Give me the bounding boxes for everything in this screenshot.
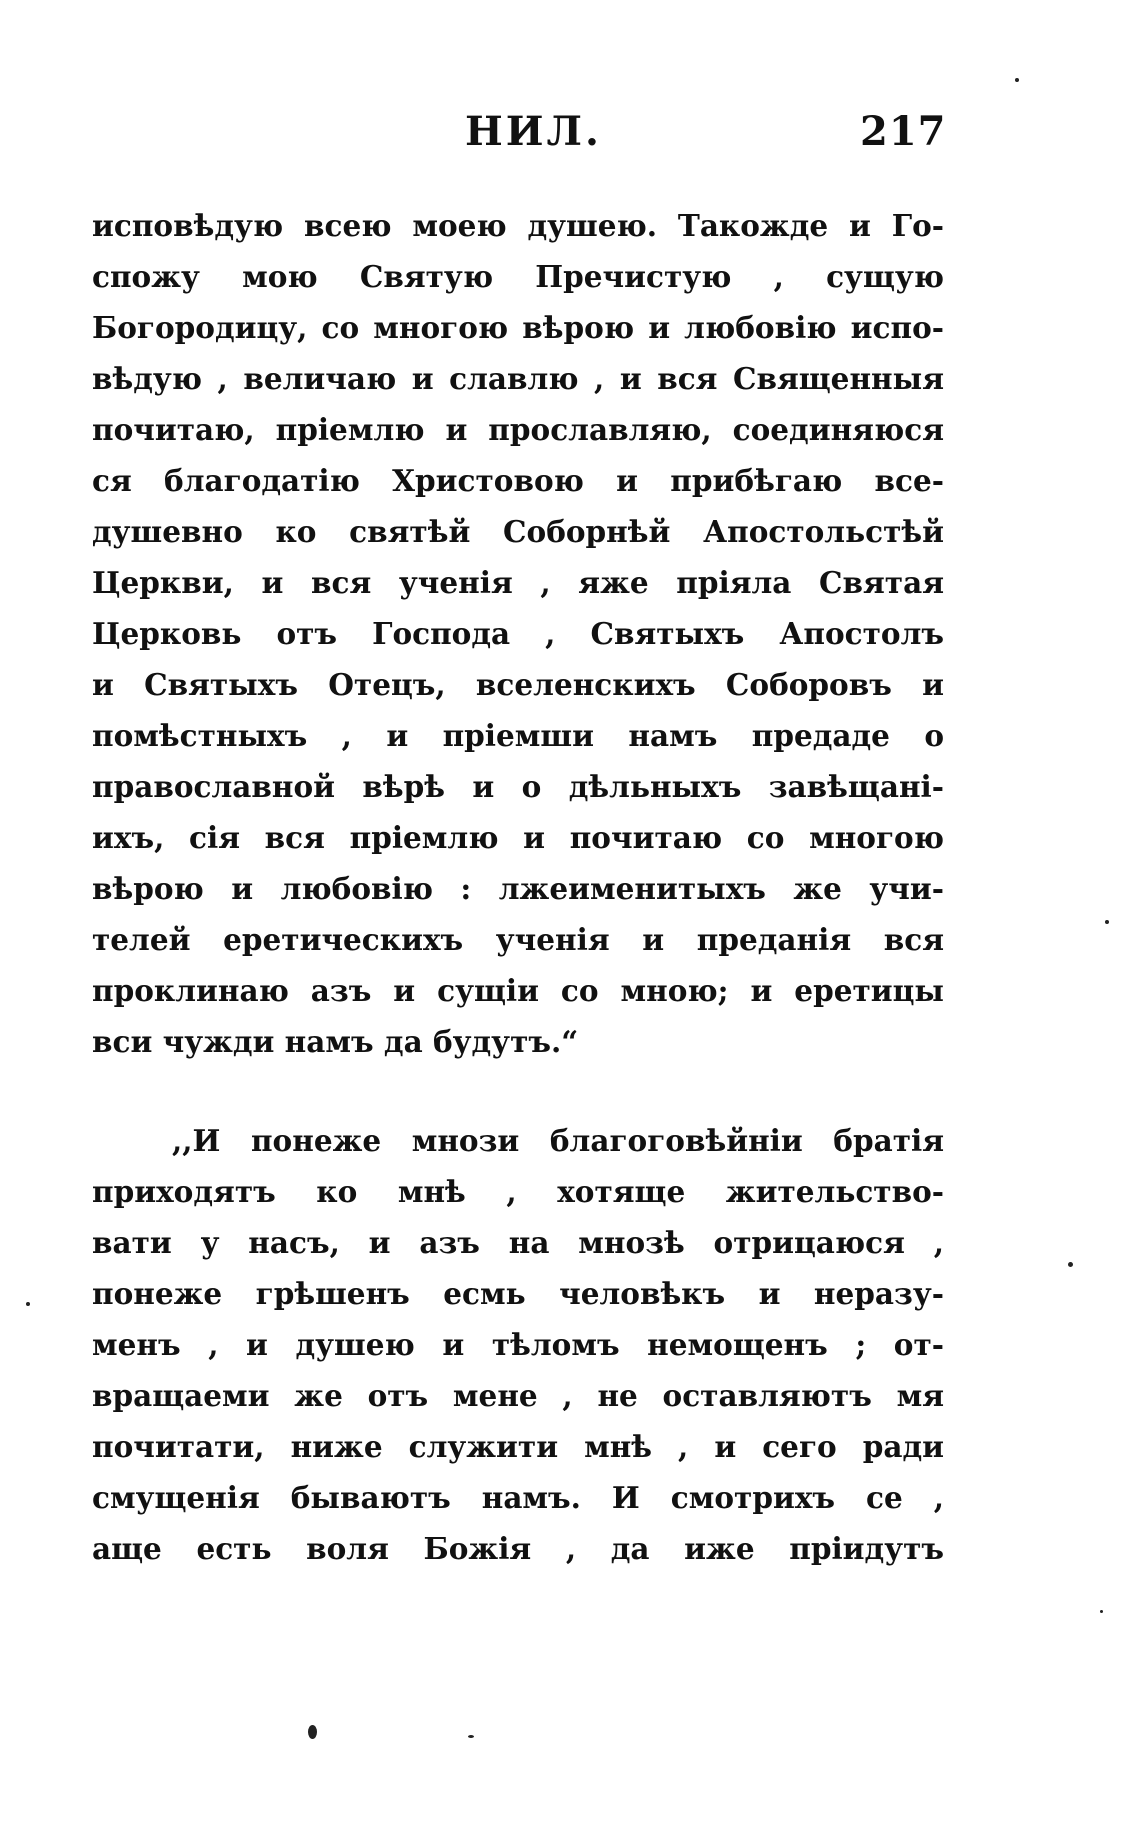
text-line: помѣстныхъ , и прiемши намъ предаде о	[92, 718, 944, 753]
text-line: телей еретическихъ ученiя и преданiя вся	[92, 922, 944, 957]
text-line: вати у насъ, и азъ на мнозѣ отрицаюся ,	[92, 1225, 944, 1260]
text-line: смущенiя бываютъ намъ. И смотрихъ се ,	[92, 1480, 944, 1515]
paragraph-2	[92, 1115, 944, 1574]
running-head-title: НИЛ.	[465, 108, 602, 155]
text-line: Церковь отъ Господа , Святыхъ Апостолъ	[92, 616, 944, 651]
text-line: спожу мою Святую Пречистую , сущую	[92, 259, 944, 294]
text-line: ихъ, сiя вся прiемлю и почитаю со многою	[92, 820, 944, 855]
text-line: Церкви, и вся ученiя , яже прiяла Святая	[92, 565, 944, 600]
text-line: вси чужди намъ да будутъ.“	[92, 1024, 579, 1059]
text-line: ,,И понеже мнози благоговѣйнiи братiя	[172, 1123, 944, 1158]
paragraph-1	[92, 200, 944, 1067]
scan-speck	[26, 1302, 30, 1306]
page-number: 217	[860, 108, 947, 155]
text-line: исповѣдую всею моею душею. Такожде и Го-	[92, 208, 944, 243]
text-line: почитаю, прiемлю и прославляю, соединяюся	[92, 412, 944, 447]
text-line: проклинаю азъ и сущiи со мною; и еретицы	[92, 973, 944, 1008]
text-line: вѣдую , величаю и славлю , и вся Священныя	[92, 361, 944, 396]
scan-speck	[1105, 920, 1109, 924]
text-line: понеже грѣшенъ есмь человѣкъ и неразу-	[92, 1276, 944, 1311]
text-line: ся благодатiю Христовою и прибѣгаю все-	[92, 463, 944, 498]
scan-speck	[308, 1725, 317, 1739]
scan-speck	[1100, 1610, 1103, 1613]
text-line: душевно ко святѣй Соборнѣй Апостольстѣй	[92, 514, 944, 549]
text-line: православной вѣрѣ и о дѣльныхъ завѣщанi-	[92, 769, 944, 804]
scan-speck	[1068, 1262, 1073, 1267]
text-line: и Святыхъ Отецъ, вселенскихъ Соборовъ и	[92, 667, 944, 702]
text-line: почитати, ниже служити мнѣ , и сего ради	[92, 1429, 944, 1464]
text-line: вращаеми же отъ мене , не оставляютъ мя	[92, 1378, 944, 1413]
running-head	[0, 108, 1140, 168]
text-line: Богородицу, со многою вѣрою и любовiю испо-	[92, 310, 944, 345]
text-line: приходятъ ко мнѣ , хотяще жительство-	[92, 1174, 944, 1209]
text-line: менъ , и душею и тѣломъ немощенъ ; от-	[92, 1327, 944, 1362]
text-line: аще есть воля Божiя , да иже прiидутъ	[92, 1531, 944, 1566]
text-line: вѣрою и любовiю : лжеименитыхъ же учи-	[92, 871, 944, 906]
scan-speck	[1015, 78, 1019, 82]
scan-speck	[468, 1735, 474, 1738]
